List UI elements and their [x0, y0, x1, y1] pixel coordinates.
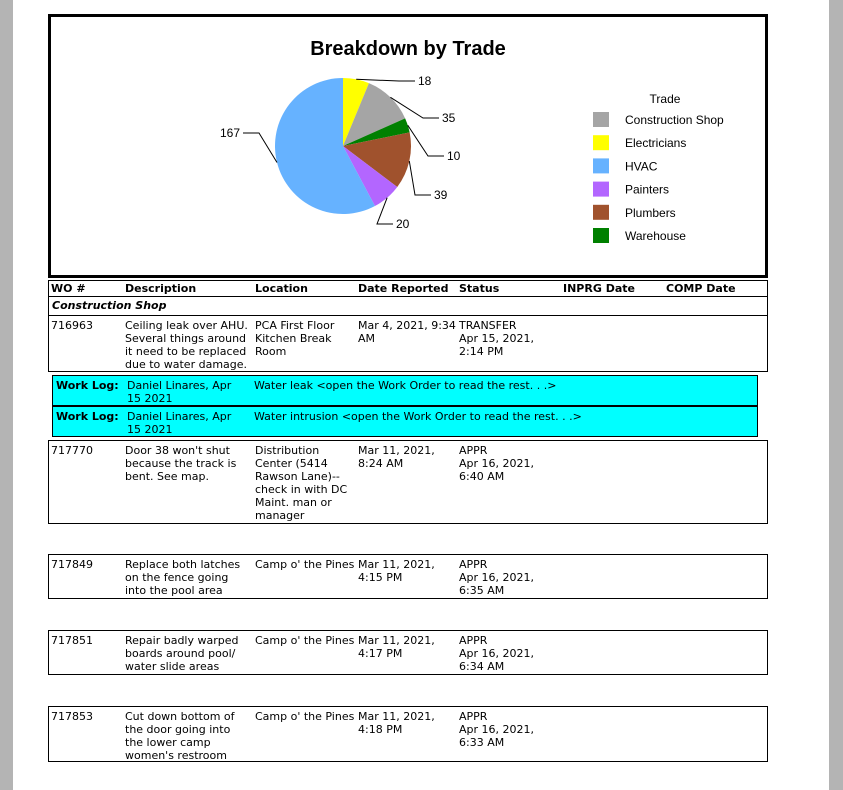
chart-title: Breakdown by Trade	[310, 38, 506, 60]
location: PCA First Floor Kitchen Break Room	[255, 319, 335, 358]
location: Camp o' the Pines	[255, 634, 355, 647]
status-code: APPR	[459, 710, 488, 723]
work-log-row[interactable]	[52, 375, 758, 406]
wo-number: 717851	[51, 634, 93, 647]
work-log-text: Water intrusion <open the Work Order to read the rest. . .>	[254, 410, 582, 423]
description: Replace both latches on the fence going into the pool area	[125, 558, 241, 597]
status	[459, 710, 559, 749]
wo-number: 717770	[51, 444, 93, 457]
description: Cut down bottom of the door going into the lower camp women's restroom	[125, 710, 235, 762]
legend-swatch	[593, 182, 609, 197]
pie-chart-svg	[51, 17, 765, 275]
table-row[interactable]	[48, 706, 768, 762]
status-date: Apr 16, 2021, 6:35 AM	[459, 571, 535, 597]
legend-label: Construction Shop	[625, 113, 724, 127]
description: Door 38 won't shut because the track is bent. See map.	[125, 444, 237, 483]
data-label: 20	[396, 217, 410, 231]
header-location: Location	[255, 282, 308, 295]
work-log-author: Daniel Linares, Apr 15 2021	[127, 410, 232, 436]
leader-line	[356, 79, 415, 81]
status-date: Apr 16, 2021, 6:34 AM	[459, 647, 535, 673]
table-header	[48, 280, 768, 297]
table-row[interactable]	[48, 315, 768, 372]
leader-line	[243, 133, 277, 162]
legend-swatch	[593, 112, 609, 127]
header-wo: WO #	[51, 282, 86, 295]
status-code: APPR	[459, 634, 488, 647]
legend-label: Plumbers	[625, 205, 676, 220]
legend-swatch	[593, 228, 609, 243]
legend-swatch	[593, 158, 609, 173]
date-reported: Mar 11, 2021, 4:18 PM	[358, 710, 435, 736]
legend-label: Painters	[625, 182, 670, 197]
header-description: Description	[125, 282, 197, 295]
legend-title: Trade	[649, 92, 681, 106]
data-label: 18	[418, 74, 432, 88]
location: Camp o' the Pines	[255, 710, 355, 723]
work-log-text: Water leak <open the Work Order to read the rest. . .>	[254, 379, 557, 392]
status	[459, 444, 559, 483]
date-reported: Mar 4, 2021, 9:34 AM	[358, 319, 456, 345]
status-date: Apr 15, 2021, 2:14 PM	[459, 332, 535, 358]
wo-number: 716963	[51, 319, 93, 332]
date-reported: Mar 11, 2021, 4:17 PM	[358, 634, 435, 660]
location: Distribution Center (5414 Rawson Lane)--check in with DC Maint. man or manager	[255, 444, 348, 522]
leader-line	[409, 161, 431, 195]
status-date: Apr 16, 2021, 6:40 AM	[459, 457, 535, 483]
description: Repair badly warped boards around pool/ water slide areas	[125, 634, 239, 673]
header-status: Status	[459, 282, 500, 295]
data-label: 39	[434, 188, 448, 202]
status	[459, 558, 559, 597]
table-row[interactable]	[48, 630, 768, 675]
wo-number: 717853	[51, 710, 93, 723]
header-inprg-date: INPRG Date	[563, 282, 635, 295]
legend-label: HVAC	[625, 159, 658, 174]
date-reported: Mar 11, 2021, 8:24 AM	[358, 444, 435, 470]
status-date: Apr 16, 2021, 6:33 AM	[459, 723, 535, 749]
description: Ceiling leak over AHU. Several things around it need to be replaced due to water damage.	[125, 319, 248, 371]
work-log-label: Work Log:	[56, 410, 119, 423]
header-comp-date: COMP Date	[666, 282, 736, 295]
work-log-author: Daniel Linares, Apr 15 2021	[127, 379, 232, 405]
table-row[interactable]	[48, 440, 768, 524]
work-log-label: Work Log:	[56, 379, 119, 392]
data-label: 10	[447, 149, 461, 163]
status	[459, 634, 559, 673]
group-construction-shop: Construction Shop	[48, 297, 768, 315]
data-label: 35	[442, 111, 456, 125]
work-log-row[interactable]	[52, 406, 758, 437]
data-label: 167	[219, 126, 240, 140]
status-code: APPR	[459, 558, 488, 571]
location: Camp o' the Pines	[255, 558, 355, 571]
legend-label: Electricians	[625, 136, 687, 151]
legend-swatch	[593, 135, 609, 150]
leader-line	[408, 125, 444, 156]
header-date-reported: Date Reported	[358, 282, 449, 295]
legend-label: Warehouse	[625, 229, 686, 243]
status-code: TRANSFER	[459, 319, 517, 332]
status-code: APPR	[459, 444, 488, 457]
date-reported: Mar 11, 2021, 4:15 PM	[358, 558, 435, 584]
status	[459, 319, 559, 358]
legend-swatch	[593, 205, 609, 220]
wo-number: 717849	[51, 558, 93, 571]
trade-breakdown-chart	[48, 14, 768, 278]
table-row[interactable]	[48, 554, 768, 599]
